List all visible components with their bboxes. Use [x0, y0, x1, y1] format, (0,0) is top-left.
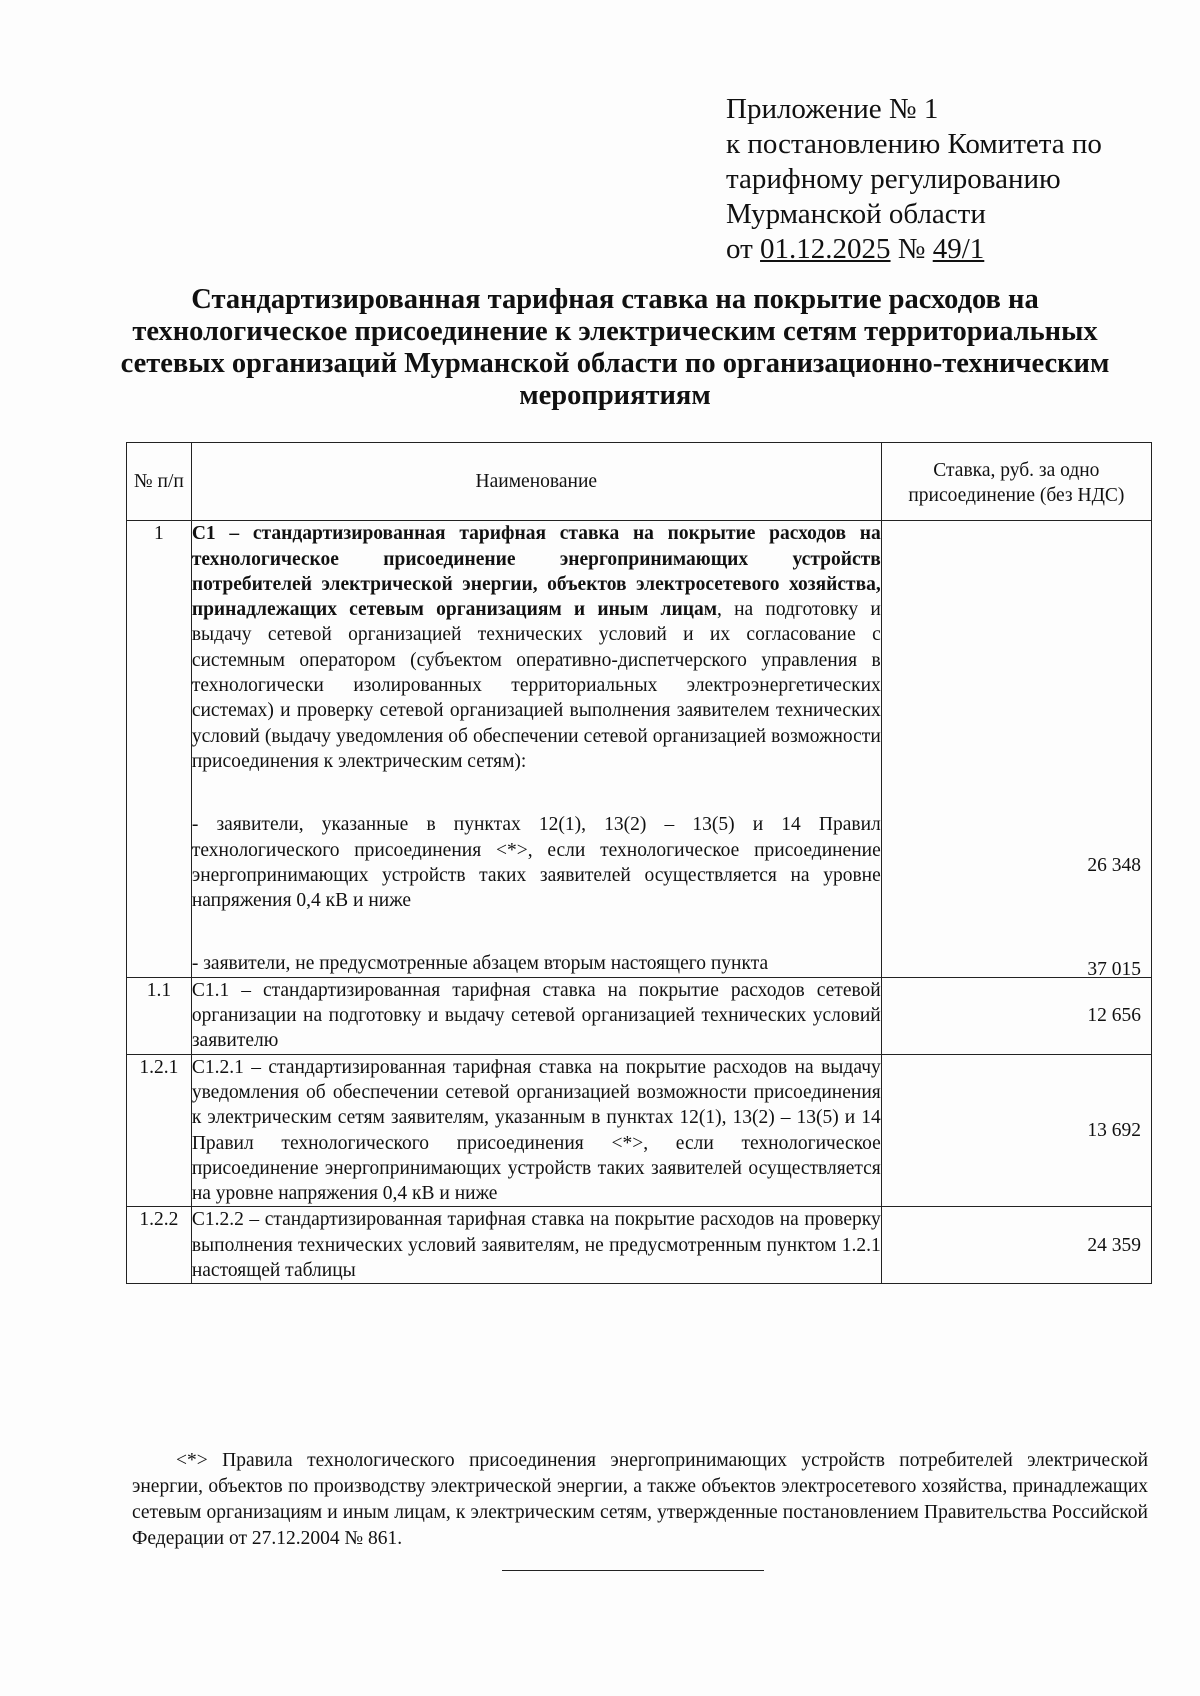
header-name: Наименование — [191, 443, 881, 521]
header-num: № п/п — [127, 443, 192, 521]
number-prefix: № — [890, 233, 933, 265]
rates-table — [126, 442, 1152, 1284]
table-row — [127, 521, 1152, 977]
row-name-bold: С1 – стандартизированная тарифная ставка на покрытие расходов на технологическое присоединение энергопринимающих устройств потребителей электрической энергии, объектов электросетевого хозяйства, принадлежащих сетевым организациям и иным лицам — [191, 523, 881, 621]
resolution-number: 49/1 — [932, 233, 985, 265]
row-rate-cell — [881, 521, 1151, 981]
table-header-row — [127, 443, 1152, 521]
row-name — [191, 521, 881, 977]
appendix-date-line — [726, 232, 1166, 267]
appendix-block — [726, 92, 1166, 267]
date-prefix: от — [726, 233, 761, 265]
sub-item-2-text: - заявители, не предусмотренные абзацем вторым настоящего пункта — [191, 953, 769, 975]
sub-item-1-rate: 26 348 — [1087, 855, 1141, 877]
row-name: С1.2.2 – стандартизированная тарифная ставка на покрытие расходов на проверку выполнения технических условий заявителям, не предусмотренным пунктом 1.2.1 настоящей таблицы — [191, 1207, 881, 1284]
appendix-line-3: тарифному регулированию — [726, 163, 1061, 195]
closing-divider — [502, 1570, 764, 1571]
table-row — [127, 1207, 1152, 1284]
footnote: <*> Правила технологического присоединения энергопринимающих устройств потребителей электрической энергии, объектов по производству электрической энергии, а также объектов электросетевого хозяйства, принадлежащих сетевым организациям и иным лицам, к электрическим сетям, утвержденные постановлением Правительства Российской Федерации от 27.12.2004 № 861. — [132, 1450, 1148, 1549]
row-num: 1 — [127, 521, 192, 977]
row-name: С1.1 – стандартизированная тарифная ставка на покрытие расходов сетевой организации на подготовку и выдачу сетевой организацией технических условий заявителю — [191, 977, 881, 1054]
appendix-line-4: Мурманской области — [726, 198, 986, 230]
row-num: 1.2.2 — [127, 1207, 192, 1284]
table-row — [127, 977, 1152, 1054]
row-num: 1.1 — [127, 977, 192, 1054]
header-rate: Ставка, руб. за одно присоединение (без НДС) — [881, 443, 1151, 521]
row-num: 1.2.1 — [127, 1054, 192, 1207]
row-rate: 12 656 — [881, 977, 1151, 1054]
appendix-line-2: к постановлению Комитета по — [726, 128, 1102, 160]
document-title: Стандартизированная тарифная ставка на покрытие расходов на технологическое присоединение к электрическим сетям территориальных сетевых организаций Мурманской области по организационно-техническим мероприятиям — [120, 284, 1110, 411]
row-rate: 13 692 — [881, 1054, 1151, 1207]
sub-item-1-text: - заявители, указанные в пунктах 12(1), 13(2) – 13(5) и 14 Правил технологического присоединения <*>, если технологическое присоединение энергопринимающих устройств таких заявителей осуществляется на уровне напряжения 0,4 кВ и ниже — [191, 814, 881, 912]
appendix-line-1: Приложение № 1 — [726, 93, 939, 125]
row-name: С1.2.1 – стандартизированная тарифная ставка на покрытие расходов на выдачу уведомления об обеспечении сетевой организацией возможности присоединения к электрическим сетям заявителям, указанным в пунктах 12(1), 13(2) – 13(5) и 14 Правил технологического присоединения <*>, если технологическое присоединение энергопринимающих устройств таких заявителей осуществляется на уровне напряжения 0,4 кВ и ниже — [191, 1054, 881, 1207]
row-name-rest: , на подготовку и выдачу сетевой организацией технических условий и их согласование с системным оператором (субъектом оперативно-диспетчерского управления в технологически изолированных территориальных электроэнергетических системах) и проверку сетевой организацией выполнения заявителем технических условий (выдачу уведомления об обеспечении сетевой организацией возможности присоединения к электрическим сетям): — [191, 599, 881, 772]
row-rate: 24 359 — [881, 1207, 1151, 1284]
resolution-date: 01.12.2025 — [760, 233, 891, 265]
table-row — [127, 1054, 1152, 1207]
sub-item-2-rate: 37 015 — [1087, 959, 1141, 981]
